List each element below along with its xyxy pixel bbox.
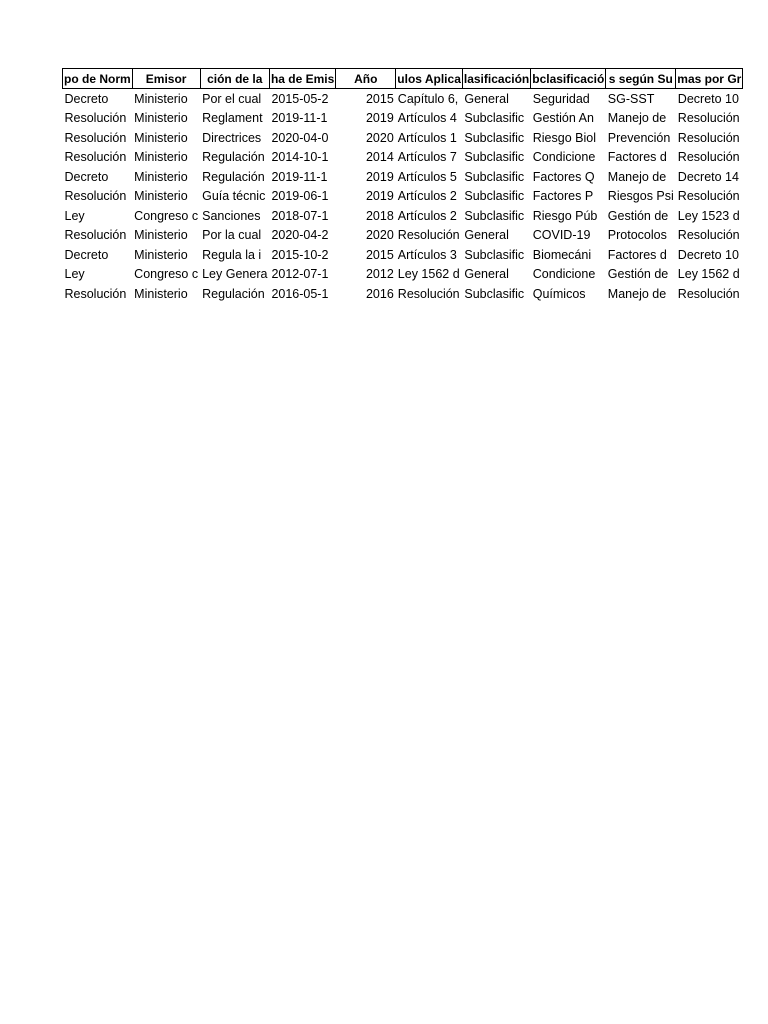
table-row bbox=[63, 148, 743, 168]
table-cell[interactable]: Congreso c bbox=[134, 208, 199, 223]
table-cell[interactable]: Gestión An bbox=[532, 111, 594, 126]
table-cell[interactable]: Regula la i bbox=[202, 247, 262, 262]
table-cell[interactable]: Resolución bbox=[677, 150, 740, 165]
column-header-descripcion[interactable]: ción de la bbox=[200, 69, 269, 89]
table-cell[interactable]: Ministerio bbox=[134, 91, 188, 106]
table-cell[interactable]: Resolución bbox=[64, 111, 127, 126]
table-cell[interactable]: Guía técnic bbox=[202, 189, 266, 204]
column-header-fecha-emision[interactable]: ha de Emis bbox=[269, 69, 335, 89]
table-cell[interactable]: Ley bbox=[64, 208, 85, 223]
table-cell[interactable]: 2020-04-2 bbox=[271, 228, 329, 243]
table-cell[interactable]: 2020 bbox=[365, 130, 394, 145]
table-cell[interactable]: Factores d bbox=[607, 247, 667, 262]
table-cell[interactable]: Condicione bbox=[532, 150, 596, 165]
table-row bbox=[63, 167, 743, 187]
table-cell[interactable]: 2019 bbox=[365, 169, 394, 184]
table-cell[interactable]: Resolución bbox=[397, 228, 460, 243]
table-cell[interactable]: 2019 bbox=[365, 111, 394, 126]
table-cell[interactable]: Protocolos bbox=[607, 228, 667, 243]
table-cell[interactable]: Riesgo Biol bbox=[532, 130, 596, 145]
table-cell[interactable]: Resolución bbox=[64, 189, 127, 204]
table-cell[interactable]: Ministerio bbox=[134, 286, 188, 301]
table-cell[interactable]: Subclasific bbox=[464, 208, 525, 223]
table-cell[interactable]: Resolución bbox=[64, 228, 127, 243]
table-cell[interactable]: 2018 bbox=[365, 208, 394, 223]
table-row bbox=[63, 128, 743, 148]
table-cell[interactable]: Ministerio bbox=[134, 189, 188, 204]
table-cell[interactable]: Ministerio bbox=[134, 169, 188, 184]
table-cell[interactable]: Decreto 10 bbox=[677, 247, 739, 262]
table-row bbox=[63, 109, 743, 129]
spreadsheet-sheet bbox=[62, 68, 743, 304]
table-cell[interactable]: Subclasific bbox=[464, 169, 525, 184]
column-header-anio[interactable]: Año bbox=[336, 69, 396, 89]
table-cell[interactable]: Factores Q bbox=[532, 169, 595, 184]
table-cell[interactable]: 2014 bbox=[365, 150, 394, 165]
table-cell[interactable]: 2019-11-1 bbox=[271, 169, 328, 184]
column-header-clasificacion[interactable]: lasificación bbox=[462, 69, 530, 89]
table-cell[interactable]: Decreto 14 bbox=[677, 169, 739, 184]
table-cell[interactable]: Directrices bbox=[202, 130, 262, 145]
norms-table bbox=[62, 68, 743, 304]
table-cell[interactable]: General bbox=[464, 91, 509, 106]
table-cell[interactable]: Regulación bbox=[202, 169, 265, 184]
table-cell[interactable]: 2015 bbox=[365, 247, 394, 262]
table-cell[interactable]: Manejo de bbox=[607, 111, 667, 126]
table-cell[interactable]: Decreto bbox=[64, 91, 109, 106]
table-cell[interactable]: Ley 1562 d bbox=[677, 267, 740, 282]
table-cell[interactable]: General bbox=[464, 267, 509, 282]
table-cell[interactable]: 2014-10-1 bbox=[271, 150, 329, 165]
table-cell[interactable]: Subclasific bbox=[464, 286, 525, 301]
table-cell[interactable]: 2016 bbox=[365, 286, 394, 301]
table-cell[interactable]: Subclasific bbox=[464, 150, 525, 165]
table-cell[interactable]: Ministerio bbox=[134, 130, 188, 145]
column-header-emisor[interactable]: Emisor bbox=[132, 69, 200, 89]
table-cell[interactable]: COVID-19 bbox=[532, 228, 591, 243]
table-cell[interactable]: Biomecáni bbox=[532, 247, 592, 262]
table-cell[interactable]: Resolución bbox=[64, 150, 127, 165]
table-cell[interactable]: 2016-05-1 bbox=[271, 286, 329, 301]
table-cell[interactable]: Resolución bbox=[64, 130, 127, 145]
table-cell[interactable]: Regulación bbox=[202, 286, 265, 301]
table-cell[interactable]: Manejo de bbox=[607, 169, 667, 184]
table-cell[interactable]: Resolución bbox=[397, 286, 460, 301]
table-cell[interactable]: 2019 bbox=[365, 189, 394, 204]
table-cell[interactable]: Capítulo 6, bbox=[397, 91, 459, 106]
table-cell[interactable]: Manejo de bbox=[607, 286, 667, 301]
table-cell[interactable]: Prevención bbox=[607, 130, 671, 145]
table-cell[interactable]: Por la cual bbox=[202, 228, 262, 243]
table-cell[interactable]: Riesgos Psi bbox=[607, 189, 674, 204]
table-cell[interactable]: Decreto bbox=[64, 169, 109, 184]
table-row bbox=[63, 284, 743, 304]
table-cell[interactable]: Subclasific bbox=[464, 189, 525, 204]
table-cell[interactable]: Regulación bbox=[202, 150, 265, 165]
table-cell[interactable]: Ley bbox=[64, 267, 85, 282]
column-header-normas-grupo[interactable]: mas por Gr bbox=[676, 69, 743, 89]
table-cell[interactable]: 2020 bbox=[365, 228, 394, 243]
table-cell[interactable]: Decreto bbox=[64, 247, 109, 262]
table-cell[interactable]: SG-SST bbox=[607, 91, 655, 106]
table-cell[interactable]: Químicos bbox=[532, 286, 586, 301]
table-row bbox=[63, 206, 743, 226]
table-row bbox=[63, 187, 743, 207]
table-cell[interactable]: Ley Genera bbox=[202, 267, 268, 282]
table-cell[interactable]: Factores P bbox=[532, 189, 594, 204]
column-header-articulos[interactable]: ulos Aplica bbox=[396, 69, 463, 89]
table-cell[interactable]: 2020-04-0 bbox=[271, 130, 329, 145]
table-cell[interactable]: 2015-05-2 bbox=[271, 91, 329, 106]
table-cell[interactable]: Subclasific bbox=[464, 111, 525, 126]
table-cell[interactable]: Subclasific bbox=[464, 247, 525, 262]
table-cell[interactable]: Artículos 2 bbox=[397, 189, 457, 204]
table-cell[interactable]: General bbox=[464, 228, 509, 243]
table-cell[interactable]: Resolución bbox=[677, 189, 740, 204]
table-cell[interactable]: Resolución bbox=[677, 228, 740, 243]
table-cell[interactable]: Por el cual bbox=[202, 91, 262, 106]
table-cell[interactable]: Seguridad bbox=[532, 91, 590, 106]
table-body bbox=[63, 89, 743, 304]
column-header-tipo-norma[interactable]: po de Norm bbox=[63, 69, 133, 89]
table-cell[interactable]: Resolución bbox=[677, 130, 740, 145]
table-cell[interactable]: Sanciones bbox=[202, 208, 261, 223]
table-cell[interactable]: Artículos 3 bbox=[397, 247, 457, 262]
table-cell[interactable]: Subclasific bbox=[464, 130, 525, 145]
table-cell[interactable]: Gestión de bbox=[607, 267, 669, 282]
table-cell[interactable]: Reglament bbox=[202, 111, 263, 126]
table-cell[interactable]: Gestión de bbox=[607, 208, 669, 223]
table-cell[interactable]: Artículos 7 bbox=[397, 150, 457, 165]
table-cell[interactable]: 2012-07-1 bbox=[271, 267, 329, 282]
table-cell[interactable]: Artículos 2 bbox=[397, 208, 457, 223]
table-header-row bbox=[63, 69, 743, 89]
table-row bbox=[63, 265, 743, 285]
column-header-temas[interactable]: s según Su bbox=[606, 69, 676, 89]
table-cell[interactable]: Factores d bbox=[607, 150, 667, 165]
table-cell[interactable]: Artículos 1 bbox=[397, 130, 457, 145]
table-cell[interactable]: Ministerio bbox=[134, 111, 188, 126]
table-cell[interactable]: Ministerio bbox=[134, 228, 188, 243]
table-cell[interactable]: 2015 bbox=[365, 91, 394, 106]
table-cell[interactable]: Resolución bbox=[677, 286, 740, 301]
column-header-subclasificacion[interactable]: bclasificació bbox=[531, 69, 606, 89]
table-cell[interactable]: 2018-07-1 bbox=[271, 208, 329, 223]
table-row bbox=[63, 89, 743, 109]
table-cell[interactable]: Congreso c bbox=[134, 267, 199, 282]
table-cell[interactable]: Decreto 10 bbox=[677, 91, 739, 106]
table-cell[interactable]: Artículos 5 bbox=[397, 169, 457, 184]
table-row bbox=[63, 226, 743, 246]
table-cell[interactable]: 2019-11-1 bbox=[271, 111, 328, 126]
table-cell[interactable]: Ministerio bbox=[134, 150, 188, 165]
table-cell[interactable]: Ley 1562 d bbox=[397, 267, 460, 282]
table-row bbox=[63, 245, 743, 265]
table-cell[interactable]: Resolución bbox=[677, 111, 740, 126]
table-cell[interactable]: Ministerio bbox=[134, 247, 188, 262]
table-cell[interactable]: Artículos 4 bbox=[397, 111, 457, 126]
table-cell[interactable]: Riesgo Púb bbox=[532, 208, 598, 223]
table-cell[interactable]: 2019-06-1 bbox=[271, 189, 329, 204]
table-cell[interactable]: 2012 bbox=[365, 267, 394, 282]
table-cell[interactable]: Condicione bbox=[532, 267, 596, 282]
table-cell[interactable]: Ley 1523 d bbox=[677, 208, 740, 223]
table-cell[interactable]: 2015-10-2 bbox=[271, 247, 329, 262]
table-cell[interactable]: Resolución bbox=[64, 286, 127, 301]
